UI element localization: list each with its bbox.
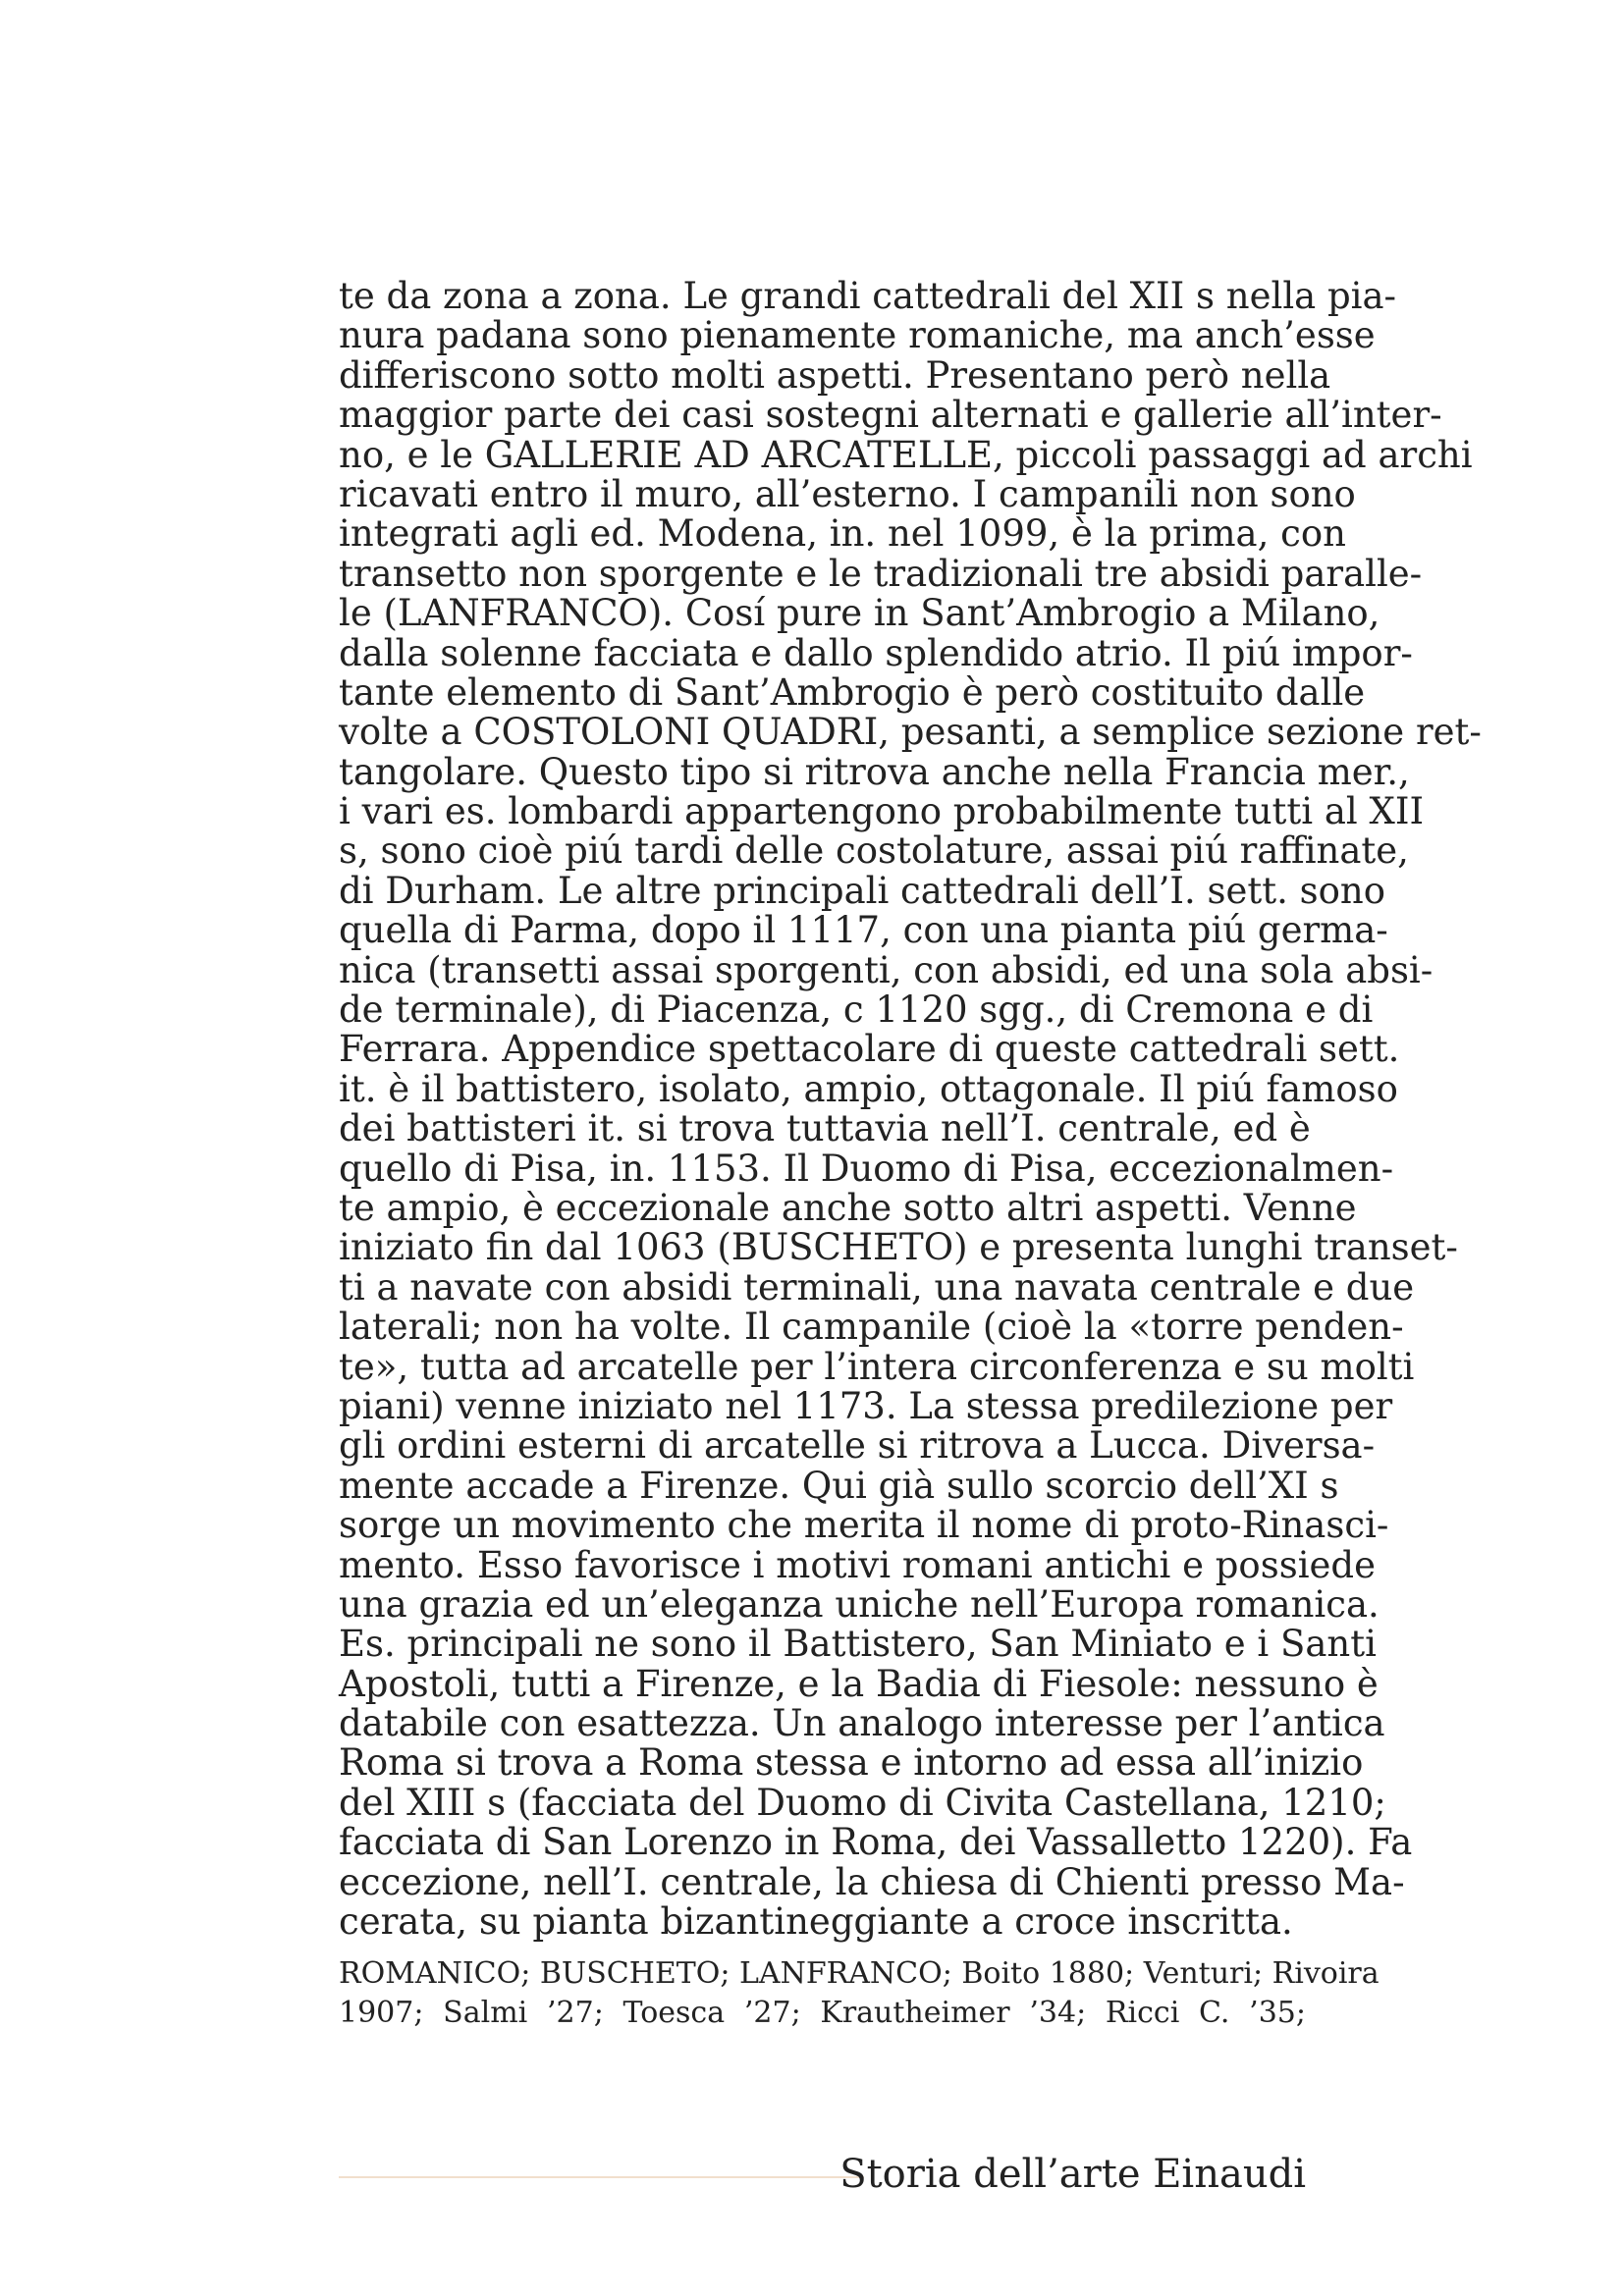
text-line: ricavati entro il muro, all’esterno. I campanili non sono	[339, 472, 1356, 515]
text-line: dalla solenne facciata e dallo splendido atrio. Il piú impor-	[339, 631, 1413, 674]
bibliography-line: 1907; Salmi ’27; Toesca ’27; Krautheimer ’34; Ricci C. ’35;	[339, 1996, 1306, 2030]
text-line: piani) venne iniziato nel 1173. La stessa predilezione per	[339, 1384, 1393, 1427]
text-line: laterali; non ha volte. Il campanile (cioè la «torre penden-	[339, 1306, 1404, 1349]
text-line: una grazia ed un’eleganza uniche nell’Europa romanica.	[339, 1582, 1380, 1626]
text-line: Roma si trova a Roma stessa e intorno ad essa all’inizio	[339, 1741, 1364, 1785]
text-line: differiscono sotto molti aspetti. Presentano però nella	[339, 353, 1331, 397]
text-line: volte a COSTOLONI QUADRI, pesanti, a semplice sezione ret-	[339, 711, 1482, 754]
text-line: cerata, su pianta bizantineggiante a croce inscritta.	[339, 1900, 1293, 1944]
text-line: tangolare. Questo tipo si ritrova anche nella Francia mer.,	[339, 750, 1410, 793]
text-line: Ferrara. Appendice spettacolare di queste cattedrali sett.	[339, 1028, 1400, 1071]
text-line: te ampio, è eccezionale anche sotto altri aspetti. Venne	[339, 1186, 1357, 1229]
text-line: nica (transetti assai sporgenti, con absidi, ed una sola absi-	[339, 948, 1434, 991]
bibliography	[339, 1954, 1380, 2033]
text-line: transetto non sporgente e le tradizionali tre absidi paralle-	[339, 552, 1423, 595]
footer-divider	[339, 2176, 864, 2178]
text-line: quella di Parma, dopo il 1117, con una pianta piú germa-	[339, 909, 1388, 952]
text-line: mento. Esso favorisce i motivi romani antichi e possiede	[339, 1543, 1376, 1586]
text-line: mente accade a Firenze. Qui già sullo scorcio dell’XI s	[339, 1464, 1339, 1507]
text-line: i vari es. lombardi appartengono probabilmente tutti al XII	[339, 790, 1425, 833]
body-text	[339, 275, 1482, 1944]
text-line: facciata di San Lorenzo in Roma, dei Vassalletto 1220). Fa	[339, 1821, 1413, 1864]
text-line: maggior parte dei casi sostegni alternati e gallerie all’inter-	[339, 394, 1442, 437]
text-line: te», tutta ad arcatelle per l’intera circonferenza e su molti	[339, 1345, 1415, 1388]
text-line: no, e le GALLERIE AD ARCATELLE, piccoli passaggi ad archi	[339, 433, 1473, 476]
text-line: de terminale), di Piacenza, c 1120 sgg., di Cremona e di	[339, 988, 1374, 1032]
text-line: gli ordini esterni di arcatelle si ritrova a Lucca. Diversa-	[339, 1424, 1376, 1468]
text-line: di Durham. Le altre principali cattedrali dell’I. sett. sono	[339, 869, 1385, 912]
bibliography-line: ROMANICO; BUSCHETO; LANFRANCO; Boito 1880; Venturi; Rivoira	[339, 1956, 1380, 1991]
text-line: integrati agli ed. Modena, in. nel 1099, è la prima, con	[339, 512, 1346, 556]
text-line: ti a navate con absidi terminali, una navata centrale e due	[339, 1265, 1415, 1308]
footer-title: Storia dell’arte Einaudi	[839, 2152, 1306, 2197]
text-line: Es. principali ne sono il Battistero, San Miniato e i Santi	[339, 1623, 1377, 1666]
text-line: te da zona a zona. Le grandi cattedrali del XII s nella pia-	[339, 275, 1397, 317]
text-line: le (LANFRANCO). Cosí pure in Sant’Ambrogio a Milano,	[339, 592, 1380, 635]
text-line: databile con esattezza. Un analogo interesse per l’antica	[339, 1702, 1385, 1745]
text-line: eccezione, nell’I. centrale, la chiesa di Chienti presso Ma-	[339, 1860, 1405, 1903]
text-line: it. è il battistero, isolato, ampio, ottagonale. Il piú famoso	[339, 1067, 1398, 1110]
text-line: s, sono cioè piú tardi delle costolature, assai piú raffinate,	[339, 829, 1409, 873]
text-line: iniziato fin dal 1063 (BUSCHETO) e presenta lunghi transet-	[339, 1226, 1458, 1269]
text-line: del XIII s (facciata del Duomo di Civita Castellana, 1210;	[339, 1781, 1386, 1824]
text-line: quello di Pisa, in. 1153. Il Duomo di Pisa, eccezionalmen-	[339, 1147, 1394, 1190]
text-line: nura padana sono pienamente romaniche, ma anch’esse	[339, 314, 1376, 357]
text-line: sorge un movimento che merita il nome di proto-Rinasci-	[339, 1504, 1389, 1547]
text-line: tante elemento di Sant’Ambrogio è però costituito dalle	[339, 670, 1366, 714]
text-line: dei battisteri it. si trova tuttavia nell’I. centrale, ed è	[339, 1107, 1311, 1150]
text-line: Apostoli, tutti a Firenze, e la Badia di Fiesole: nessuno è	[339, 1662, 1379, 1705]
